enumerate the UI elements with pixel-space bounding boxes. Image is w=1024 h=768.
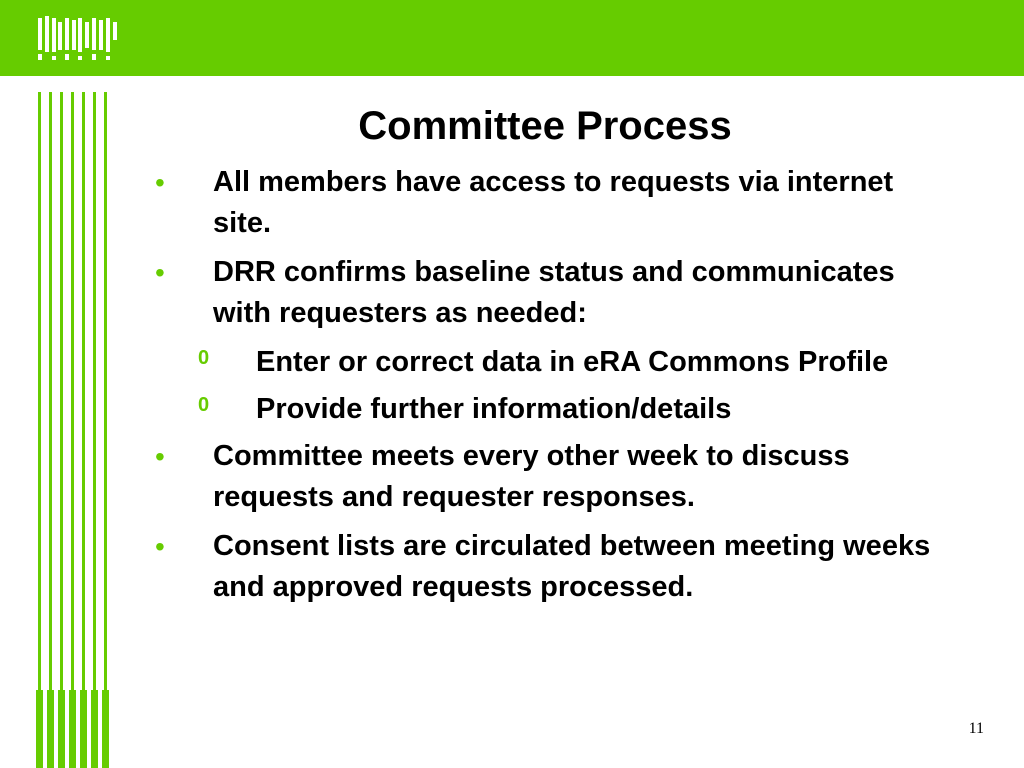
- list-item-text: Provide further information/details: [256, 393, 732, 425]
- list-item-text: Enter or correct data in eRA Commons Profile: [256, 346, 889, 378]
- page-number: 11: [968, 720, 984, 737]
- list-item-text: All members have access to requests via internet site.: [213, 166, 894, 239]
- sub-bullet-icon: 0: [198, 347, 210, 369]
- list-item-text: DRR confirms baseline status and communicates with requesters as needed:: [213, 256, 895, 329]
- list-item-text: Committee meets every other week to discuss requests and requester responses.: [213, 440, 850, 513]
- list-item: [150, 436, 950, 518]
- decorative-stripes: [36, 92, 110, 768]
- list-item: [150, 252, 950, 334]
- list-item: [150, 526, 950, 608]
- bullet-list: [150, 162, 950, 616]
- nih-logo-icon: [36, 14, 122, 64]
- slide-title: Committee Process: [358, 104, 732, 148]
- list-item: [150, 162, 950, 244]
- bullet-icon: •: [155, 167, 165, 198]
- sub-list-item: [150, 342, 950, 383]
- bullet-icon: •: [155, 441, 165, 472]
- list-item-text: Consent lists are circulated between meeting weeks and approved requests processed.: [213, 530, 931, 603]
- sub-list-item: [150, 389, 950, 430]
- bullet-icon: •: [155, 257, 165, 288]
- header-bar: [0, 0, 1024, 76]
- sub-bullet-icon: 0: [198, 394, 210, 416]
- bullet-icon: •: [155, 531, 165, 562]
